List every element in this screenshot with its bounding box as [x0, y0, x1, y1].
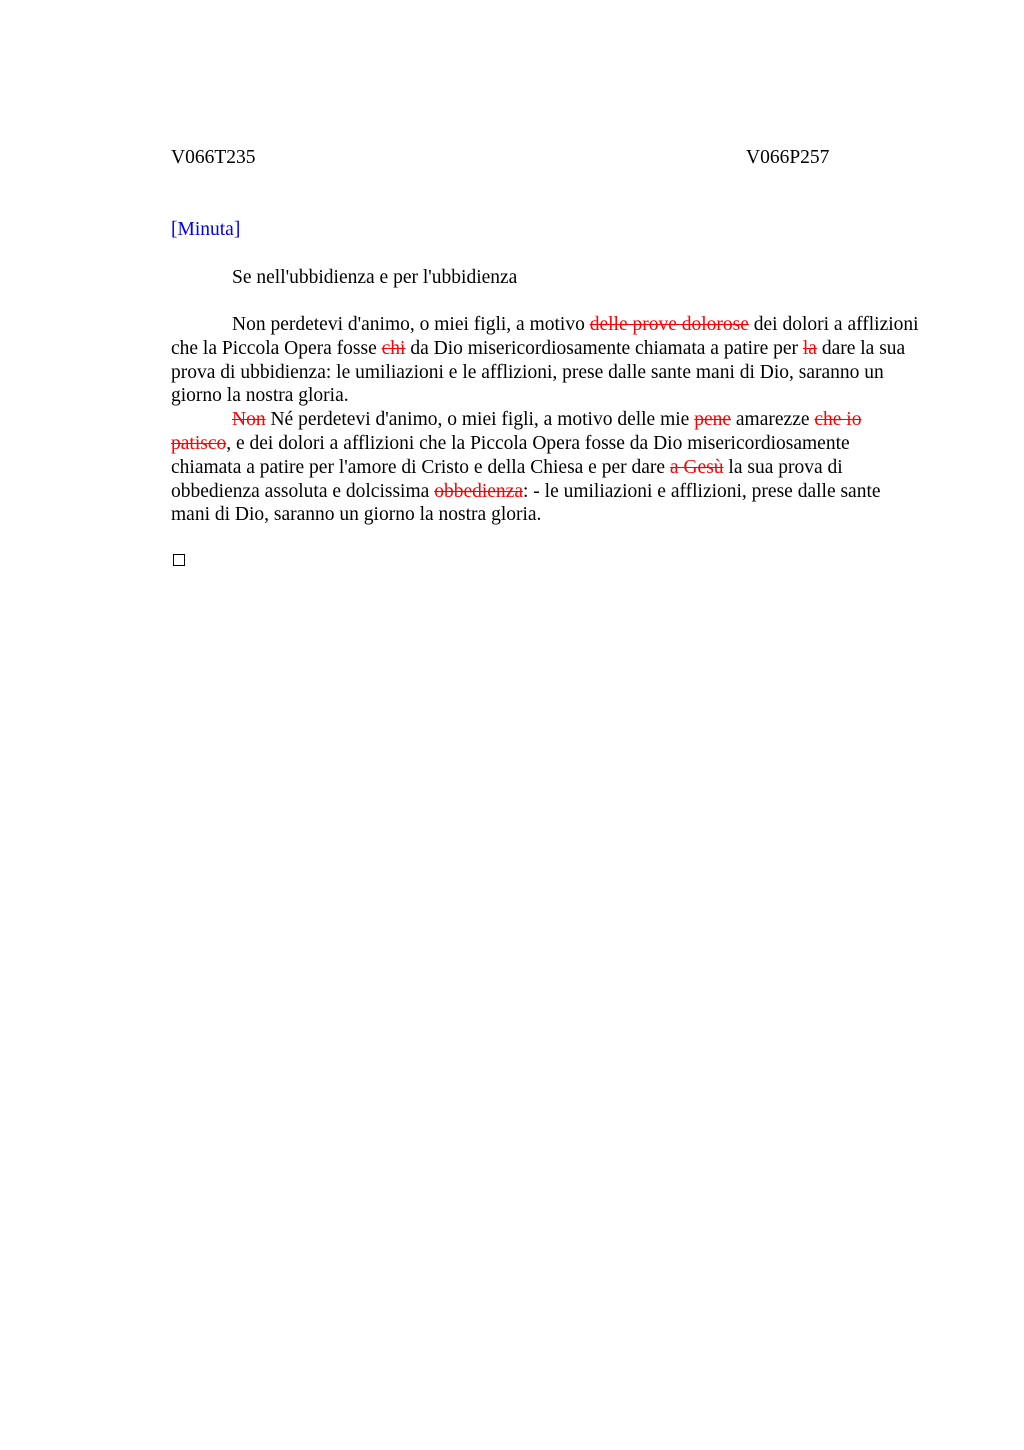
- deleted-text: a Gesù: [669, 456, 724, 478]
- paragraph-2: [171, 408, 923, 527]
- deleted-text: obbedienza: [434, 480, 523, 502]
- deleted-text: la: [802, 337, 817, 359]
- text-segment: dei dolori a afflizioni che la Piccola Opera fosse: [171, 314, 919, 359]
- paragraph-1: [171, 313, 923, 408]
- deleted-text: pene: [694, 409, 732, 431]
- deleted-text: che io patisco: [171, 409, 862, 454]
- text-segment: Né perdetevi d'animo, o miei figli, a motivo delle mie: [265, 409, 695, 431]
- text-segment: dare la sua prova di ubbidienza: le umiliazioni e le afflizioni, prese dalle sante mani di Dio, saranno un giorno la nostra gloria.: [171, 337, 906, 407]
- deleted-text: chi: [381, 337, 406, 359]
- document-body: [171, 313, 923, 527]
- text-segment: da Dio misericordiosamente chiamata a patire per: [405, 337, 803, 359]
- document-code-right: V066P257: [746, 147, 830, 168]
- minuta-label: [Minuta]: [171, 219, 241, 240]
- document-code-left: V066T235: [171, 147, 256, 168]
- deleted-text: Non: [232, 409, 266, 431]
- text-segment: Non perdetevi d'animo, o miei figli, a motivo: [232, 314, 590, 335]
- text-segment: : - le umiliazioni e afflizioni, prese dalle sante mani di Dio, saranno un giorno la nostra gloria.: [171, 480, 881, 526]
- text-segment: amarezze: [731, 409, 815, 431]
- end-box-icon: [173, 554, 185, 566]
- text-segment: la sua prova di obbedienza assoluta e dolcissima: [171, 456, 843, 502]
- text-segment: , e dei dolori a afflizioni che la Piccola Opera fosse da Dio misericordiosamente chiamata a patire per l'amore di Cristo e della Chiesa e per dare: [171, 432, 850, 478]
- document-heading: Se nell'ubbidienza e per l'ubbidienza: [232, 267, 518, 288]
- deleted-text: delle prove dolorose: [589, 314, 749, 335]
